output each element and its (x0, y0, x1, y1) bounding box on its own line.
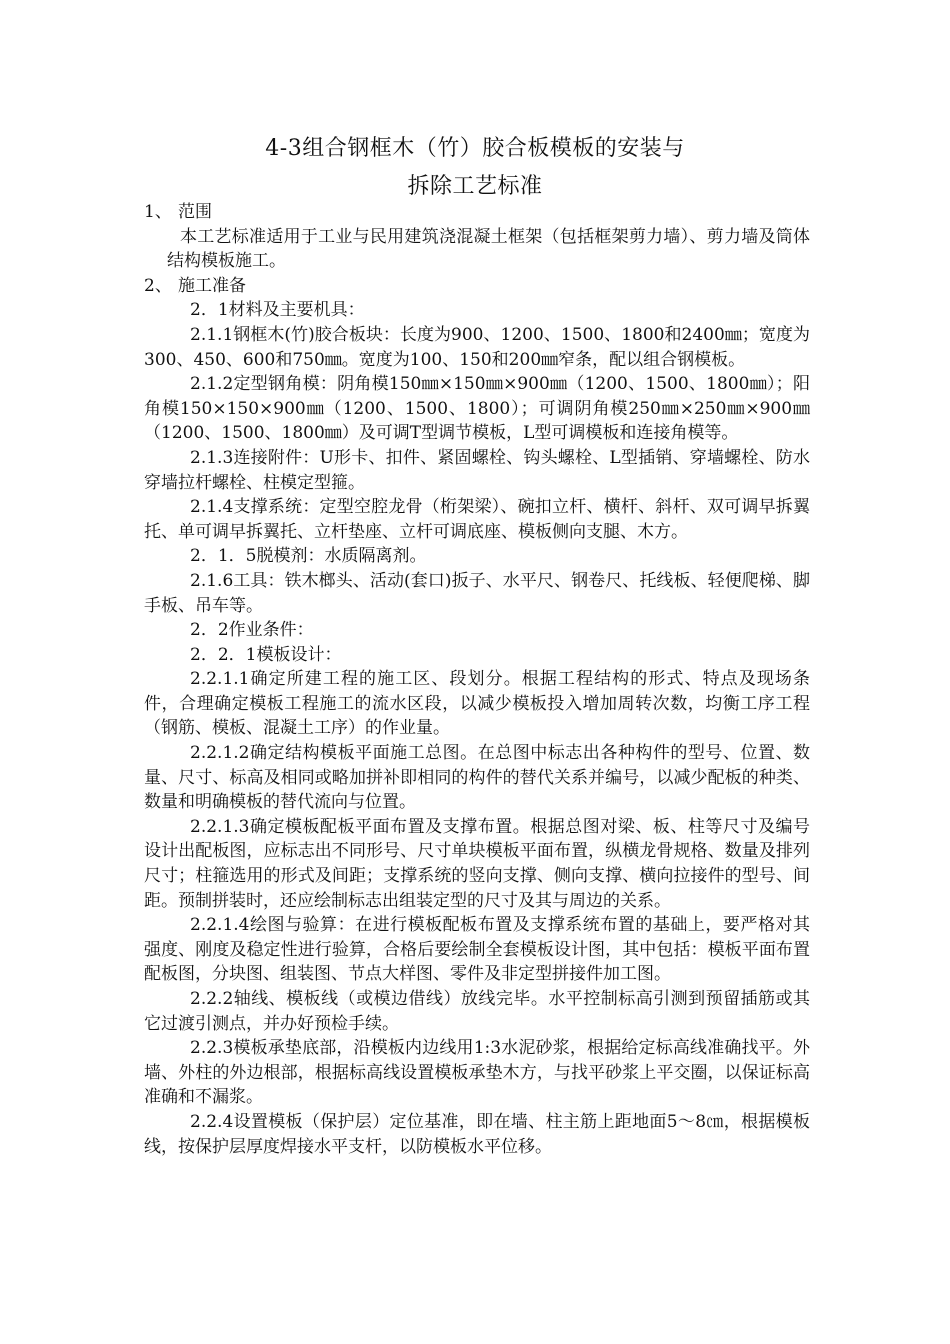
section-number: 2、 (144, 275, 172, 296)
paragraph-2-2-1-3: 2.2.1.3确定模板配板平面布置及支撑布置。根据总图对梁、板、柱等尺寸及编号设计出配板图，应标志出不同形号、尺寸单块模板平面布置，纵横龙骨规格、数量及排列尺寸；柱箍选用的形式及间距；支撑系统的竖向支撑、侧向支撑、横向拉接件的型号、间距。预制拼装时，还应绘制标志出组装定型的尺寸及其与周边的关系。 (144, 816, 810, 911)
paragraph-2-1-1: 2.1.1钢框木(竹)胶合板块：长度为900、1200、1500、1800和2400㎜；宽度为300、450、600和750㎜。宽度为100、150和200㎜窄条，配以组合钢模板。 (144, 324, 810, 370)
paragraph-2-2-3: 2.2.3模板承垫底部，沿模板内边线用1:3水泥砂浆，根据给定标高线准确找平。外墙、外柱的外边根部，根据标高线设置模板承垫木方，与找平砂浆上平交圈，以保证标高准确和不漏浆。 (144, 1038, 810, 1108)
section-heading-scope (144, 200, 810, 225)
paragraph-2-2-1-1: 2.2.1.1确定所建工程的施工区、段划分。根据工程结构的形式、特点及现场条件，合理确定模板工程施工的流水区段，以减少模板投入增加周转次数，均衡工序工程（钢筋、模板、混凝土工序）的作业量。 (144, 669, 810, 739)
section-heading-preparation (144, 274, 810, 299)
section-title: 范围 (178, 202, 212, 222)
scope-paragraph: 本工艺标准适用于工业与民用建筑浇混凝土框架（包括框架剪力墙）、剪力墙及筒体结构模板施工。 (167, 226, 810, 272)
document-body (144, 200, 810, 1159)
paragraph-2-1-6: 2.1.6工具：铁木榔头、活动(套口)扳子、水平尺、钢卷尺、托线板、轻便爬梯、脚手板、吊车等。 (144, 570, 810, 616)
paragraph-2-1-2: 2.1.2定型钢角模：阴角模150㎜×150㎜×900㎜（1200、1500、1800㎜）；阳角模150×150×900㎜（1200、1500、1800）；可调阴角模250㎜×250㎜×900㎜（1200、1500、1800㎜）及可调T型调节模板，L型可调模板和连接角模等。 (144, 374, 810, 444)
paragraph-2-2-1-4: 2.2.1.4绘图与验算：在进行模板配板布置及支撑系统布置的基础上，要严格对其强度、刚度及稳定性进行验算，合格后要绘制全套模板设计图，其中包括：模板平面布置配板图，分块图、组装图、节点大样图、零件及非定型拼接件加工图。 (144, 915, 810, 985)
paragraph-2-2-1: 2．2．1模板设计： (190, 644, 342, 665)
section-number: 1、 (144, 202, 172, 222)
paragraph-2-1: 2．1材料及主要机具： (190, 300, 365, 321)
paragraph-2-1-3: 2.1.3连接附件：U形卡、扣件、紧固螺栓、钩头螺栓、L型插销、穿墙螺栓、防水穿墙拉杆螺栓、柱模定型箍。 (144, 447, 810, 493)
paragraph-2-2: 2．2作业条件： (190, 620, 314, 641)
document-title-line-1: 4-3组合钢框木（竹）胶合板模板的安装与 (265, 136, 685, 161)
paragraph-2-2-4: 2.2.4设置模板（保护层）定位基准，即在墙、柱主筋上距地面5～8㎝，根据模板线，按保护层厚度焊接水平支杆，以防模板水平位移。 (144, 1111, 810, 1157)
paragraph-2-2-2: 2.2.2轴线、模板线（或模边借线）放线完毕。水平控制标高引测到预留插筋或其它过渡引测点，并办好预检手续。 (144, 989, 810, 1034)
document-title-line-2: 拆除工艺标准 (407, 174, 543, 199)
paragraph-2-1-4: 2.1.4支撑系统：定型空腔龙骨（桁架梁）、碗扣立杆、横杆、斜杆、双可调早拆翼托、单可调早拆翼托、立杆垫座、立杆可调底座、模板侧向支腿、木方。 (144, 497, 810, 542)
paragraph-2-2-1-2: 2.2.1.2确定结构模板平面施工总图。在总图中标志出各种构件的型号、位置、数量、尺寸、标高及相同或略加拼补即相同的构件的替代关系并编号，以减少配板的种类、数量和明确模板的替代流向与位置。 (144, 743, 810, 813)
paragraph-2-1-5: 2．1．5脱模剂：水质隔离剂。 (190, 546, 427, 567)
section-title: 施工准备 (178, 275, 246, 296)
